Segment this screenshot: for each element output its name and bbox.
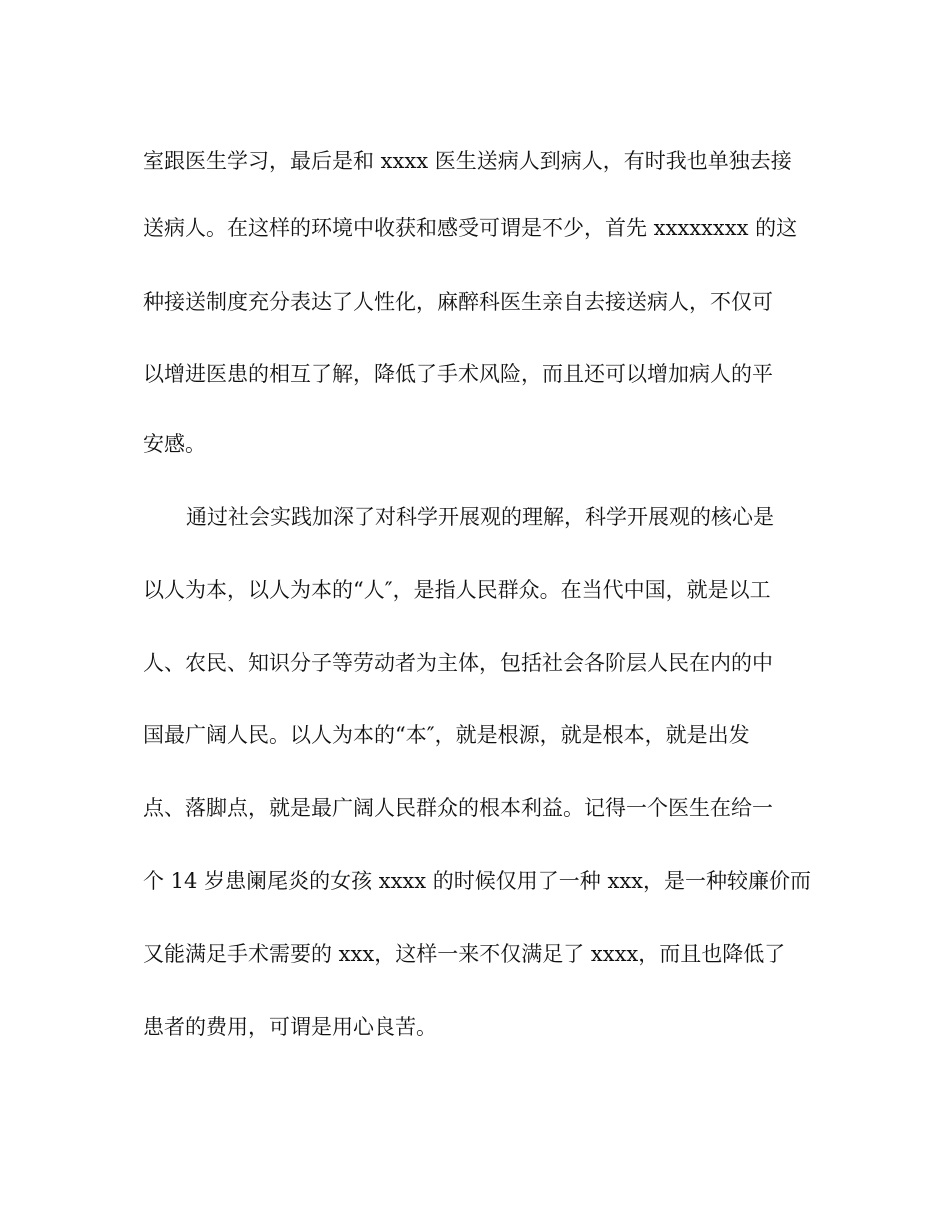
text-line-7: 以人为本，以人为本的“人″，是指人民群众。在当代中国，就是以工 — [143, 578, 771, 602]
text-line-10: 点、落脚点，就是最广阔人民群众的根本利益。记得一个医生在给一 — [143, 796, 773, 820]
text-line-4: 以增进医患的相互了解，降低了手术风险，而且还可以增加病人的平 — [143, 362, 773, 386]
text-line-5: 安感。 — [143, 432, 206, 456]
text-line-1: 室跟医生学习，最后是和 xxxx 医生送病人到病人，有时我也单独去接 — [143, 149, 792, 173]
text-line-8: 人、农民、知识分子等劳动者为主体，包括社会各阶层人民在内的中 — [143, 651, 773, 675]
text-line-6: 通过社会实践加深了对科学开展观的理解，科学开展观的核心是 — [186, 505, 774, 529]
text-line-2: 送病人。在这样的环境中收获和感受可谓是不少，首先 xxxxxxxx 的这 — [143, 216, 798, 240]
text-line-13: 患者的费用，可谓是用心良苦。 — [143, 1015, 437, 1039]
text-line-9: 国最广阔人民。以人为本的“本″，就是根源，就是根本，就是出发 — [143, 723, 750, 747]
text-line-11: 个 14 岁患阑尾炎的女孩 xxxx 的时候仅用了一种 xxx，是一种较廉价而 — [143, 869, 811, 893]
text-line-12: 又能满足手术需要的 xxx，这样一来不仅满足了 xxxx，而且也降低了 — [143, 942, 786, 966]
text-line-3: 种接送制度充分表达了人性化，麻醉科医生亲自去接送病人，不仅可 — [143, 290, 773, 314]
